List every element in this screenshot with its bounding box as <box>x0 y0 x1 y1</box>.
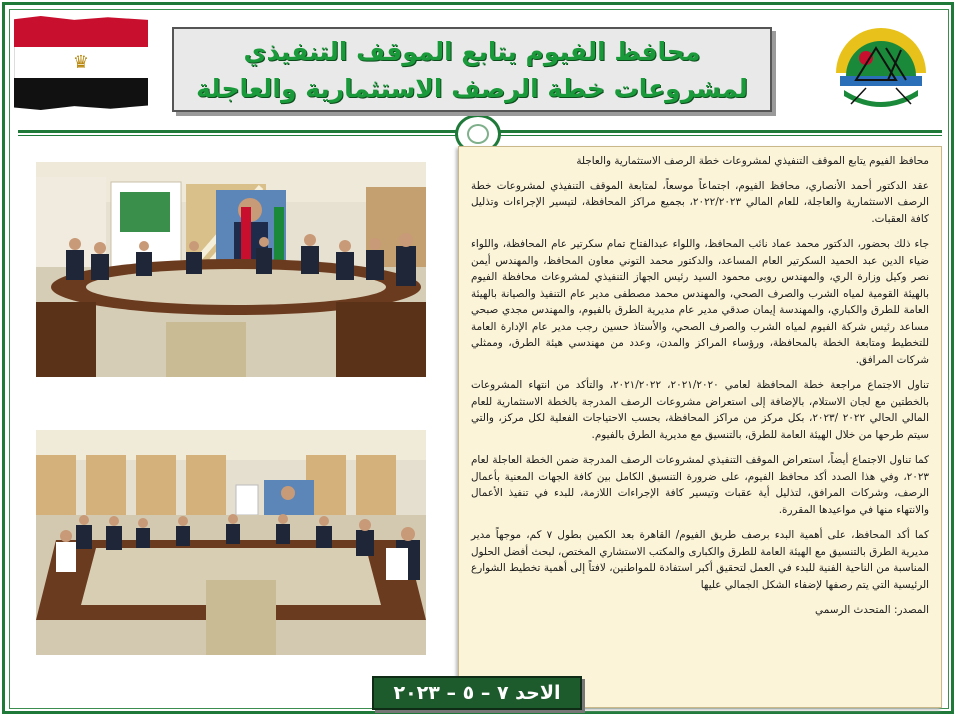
article-paragraph: تناول الاجتماع مراجعة خطة المحافظة لعامي ٢٠٢١/٢٠٢٠، ٢٠٢١/٢٠٢٢، والتأكد من انتهاء المشروعات بالخطتين مع لجان الاستلام، بالإضافة إلى استعراض مشروعات الرصف المدرجة بالخطة الاستثمارية للعام المالي الحالي ٢٠٢٢ /٢٠٢٣، بكل مركز من مراكز المحافظة، بحسب الاحتياجات الفعلية لكل مركز، والتي سيتم طرحها من خلال الهيئة العامة للطرق، بالتنسيق مع مديرية الطرق بالفيوم. <box>471 379 929 441</box>
date-text: الاحد ٧ – ٥ – ٢٠٢٣ <box>393 682 561 704</box>
article-panel <box>458 146 942 708</box>
article-source: المصدر: المتحدث الرسمي <box>815 604 929 616</box>
date-banner <box>372 676 582 710</box>
page-title: محافظ الفيوم يتابع الموقف التنفيذي لمشروعات خطة الرصف الاستثمارية والعاجلة <box>196 36 748 103</box>
fayoum-logo-icon <box>826 18 936 116</box>
article-paragraph: عقد الدكتور أحمد الأنصاري، محافظ الفيوم، اجتماعاً موسعاً، لمتابعة الموقف التنفيذي لمشروعات خطة الرصف الاستثمارية والعاجلة، للعام المالي ٢٠٢٢/٢٠٢٣، بجميع مراكز المحافظة، لتيسير الإجراءات وتذليل كافة العقبات. <box>471 179 929 225</box>
meeting-photo-1 <box>36 162 426 377</box>
article-paragraph: كما تناول الاجتماع أيضاً، استعراض الموقف التنفيذي لمشروعات الرصف المدرجة ضمن الخطة العاجلة لعام ٢٠٢٣، وفي هذا الصدد أكد محافظ الفيوم، على ضرورة التنسيق الكامل بين كافة الجهات المعنية بأعمال الرصف، وشركات المرافق، لتذليل أية عقبات وتيسير كافة الإجراءات اللازمة، للبدء في تنفيذ الأعمال والانتهاء منها في مواعيدها المقررة. <box>471 454 929 516</box>
article-paragraph: جاء ذلك بحضور، الدكتور محمد عماد نائب المحافظ، واللواء عبدالفتاح تمام سكرتير عام المحافظة، واللواء ضياء الدين عبد الحميد السكرتير العام المساعد، والدكتور محمد التوني معاون المحافظ، والمهندس أيمن نصر وكيل وزارة الري، والمهندس روبى محمود السيد رئيس الجهاز التنفيذي لمشروعات محافظة الفيوم بالهيئة القومية لمياه الشرب والصرف الصحي، والمهندس محمد مصطفى مدير عام التنفيذ والصيانة بالهيئة العامة للطرق والكباري، والمهندسة إيمان صدقي مدير عام مديرية الطرق بالفيوم، والمهندس مجدي صبحي مساعد رئيس شركة الفيوم لمياه الشرب والصرف الصحي، والأستاذ حسين رجب مدير عام الإدارة العامة للتخطيط ومتابعة الخطة بالمحافظة، ورؤساء المراكز والمدن، وعدد من مهندسي هيئة الطرق، وممثلي شركات المرافق. <box>471 238 929 366</box>
article-paragraph: كما أكد المحافظ، على أهمية البدء برصف طريق الفيوم/ القاهرة بعد الكمين بطول ٧ كم، موجهاً مدير مديرية الطرق بالتنسيق مع الهيئة العامة للطرق والكبارى والمكتب الاستشاري المختص، لبحث أفضل الحلول المناسبة من الناحية الفنية للبدء في العمل لتحقيق أكبر استفادة للمواطنين، لافتاً إلى أهمية تخطيط الشوارع الرئيسية التي يتم رصفها لإضفاء الشكل الجمالي عليها <box>471 529 929 591</box>
title-banner <box>172 27 772 112</box>
egypt-flag-icon: ♛ <box>14 14 148 112</box>
meeting-photo-2 <box>36 430 426 655</box>
article-lead: محافظ الفيوم يتابع الموقف التنفيذي لمشروعات خطة الرصف الاستثمارية والعاجلة <box>576 155 929 167</box>
